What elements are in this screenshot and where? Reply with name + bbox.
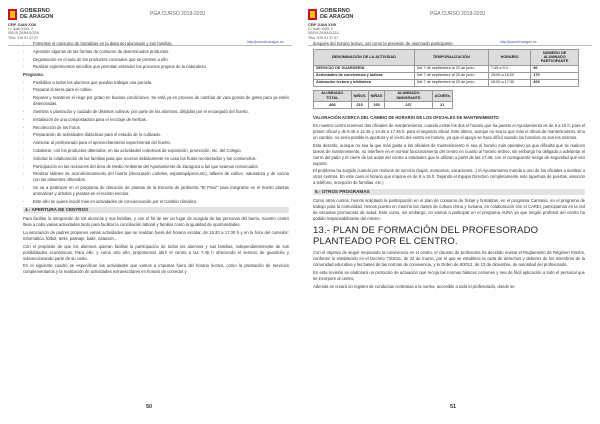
section-heading: 5.- OTROS PROGRAMAS (313, 189, 585, 195)
page-number: 51 (450, 404, 457, 410)
list-item: - Posibilitar a todos los alumnos que puedan trabajar una parcela. (23, 80, 289, 86)
left-content (23, 41, 289, 277)
list-item: - Realizar experimentos sencillos que permitan entender los procesos propios de la naturaleza. (23, 64, 289, 70)
table-row (314, 65, 579, 72)
list-item: - Colaborar, con los productos obtenidos, en las actividades colectivas de exposición, promoción, etc. del Colegio. (23, 148, 289, 154)
table-row (314, 79, 579, 86)
table-cell: 408 (314, 102, 352, 109)
column-header: NÚMERO DE ALUMNADO PARTICIPANTE (531, 49, 579, 65)
list-item: - Preparación de actividades didácticas para el estudio de lo cultivado. (23, 132, 289, 138)
school-name: CEIP JUAN XXIII (8, 23, 36, 27)
paragraph: Para facilitar la integración de los alumnos y sus familias, y con el fin de ser un lugar de acogida de las personas del barrio, nuestro centro lleva a cabo varias actividades tanto para facilitar la conciliación laboral y familiar como la igualdad de oportunidades. (23, 216, 289, 228)
table-cell: Del 7 de septiembre al 20 de junio (414, 72, 488, 79)
table-cell: 237 (385, 102, 432, 109)
paragraph: En nuestro centro tenemos dos oficiales de mantenimiento, cuando existe los dos el horario que ha puesto el Ayuntamiento es de 8 a 15 h. para el primer oficial y de 8.45 a 12.45 y 14.45 a 17.45 h. para el segundo oficial. Este último, aunque no sea la que más el oficial de mantenimiento, sino un cambio, no sería posible la apertura y el cierre del centro en horario, ya que el apoyo se hace difícil cuando los horarios no son los mismos. (313, 122, 585, 140)
paragraph: En esta revisión se elaborará un protocolo de actuación que recoja las normas básicas comunes y sea de fácil aplicación a todo el personal que se incorpore al centro. (313, 270, 585, 282)
activities-table (313, 49, 579, 87)
column-header: TEMPORALIZACIÓN (414, 49, 488, 65)
right-content (313, 41, 585, 292)
table-header-row (314, 49, 579, 65)
school-name: CEIP JUAN XXIII (308, 23, 336, 27)
column-header: ALUMNADO INMIGRANTE (385, 90, 432, 101)
course-label: PGA CURSO 2019-2020 (430, 11, 486, 17)
page-right (300, 0, 600, 424)
table-cell: Animación lectora y biblioteca (314, 79, 415, 86)
aragon-crest-icon (308, 9, 317, 20)
table-cell: Del 7 de septiembre al 20 de junio (414, 65, 488, 72)
column-header: ACNEEs (432, 90, 452, 101)
column-header: ALUMNADO TOTAL (314, 90, 352, 101)
list-item: - Instalación de una compostadora para el reciclaje de hierbas. (23, 117, 289, 123)
paragraph: Como otros cursos, hemos solicitado la participación en el plan de consumo de frutas y hortalizas, en el programa Cantania, en el programa de trabajo para la comunidad, hemos puesto en marcha las clases de cultura china y rumana, en colaboración con el CAREI, participamos en la red de escuelas promotoras de salud. Este curso, sin embargo, no vamos a participar en el programa AUNA ya que ningún profesor del centro ha podido responsabilizarse del mismo. (313, 198, 585, 222)
table-cell: 15:00 a 16:00 (488, 72, 530, 79)
table-cell: 193 (368, 102, 385, 109)
list-item: - Asesorar al profesorado para el aprovechamiento experimental del huerto. (23, 140, 289, 146)
aragon-logo: GOBIERNO DE ARAGON (308, 8, 368, 22)
paragraph: Esta descrito, aunque no sea la que más gusta a los oficiales de mantenimiento ni sea el horario más operativo ya que dificulta que se realicen tareas de mantenimiento, no interfiere en el normal funcionamiento del centro en cuanto al horario lectivo, sin embargo ha obligado a adelantar el cierre del patio y el cierre de las aulas del centro a entidades que lo utilizan a partir de las 17:45; con el consiguiente riesgo de seguridad que eso supone. (313, 142, 585, 166)
column-header: NIÑAS (368, 90, 385, 101)
valuation-heading: VALORACIÓN ACERCA DEL CAMBIO DE HORARIO DE LOS OFICIALES DE MANTENIMIENTO (313, 115, 499, 121)
school-url-link[interactable]: http://juanxxiii.aragon.es (247, 40, 284, 44)
paragraph: después del horario lectivo, así como la previsión de alumnado participante. (313, 41, 454, 46)
column-header: NIÑOS (351, 90, 368, 101)
table-row (314, 72, 579, 79)
chapter-heading: 13.- PLAN DE FORMACIÓN DEL PROFESORADO PLANTEADO POR EL CENTRO. (313, 225, 539, 247)
list-item: - Degustación en el aula de los productos cocinados que se presten a ello. (23, 57, 289, 63)
course-label: PGA CURSO 2019-2020 (150, 11, 206, 17)
address-line: C/ Juan XXIII, 2 (8, 27, 34, 32)
table-cell: 56 (531, 65, 579, 72)
paragraph: Con el objetivo de seguir mejorando la convivencia en el centro, el claustro de profesores ha decidido revisar el Reglamento de Régimen Interior, conforme lo establecido en el Decreto 73/2011, de 22 de marzo, por el que se establece la carta de derechos y deberes de los miembros de la comunidad educativa y las bases de las normas de convivencia, y la Orden de 8/2012, de 13 de diciembre, de autoridad del profesorado. (313, 250, 585, 268)
paragraph: El problema ha surgido cuando por motivos de servicio (bajas, moscosos, vacaciones...) el Ayuntamiento manda a uno de los oficiales a sustituir a otros centros. En este caso el horario que impone es de 8 a 15 h. Dejando el Equipo Directivo completamente solo (apertura de puertas, atención a teléfono, recepción de familias, etc.) (313, 168, 585, 186)
table-cell: 21 (432, 102, 452, 109)
aragon-crest-icon (8, 9, 17, 20)
table-cell: 16:00 a 17:30 (488, 79, 530, 86)
school-address (8, 23, 39, 40)
list-item: - Realizar talleres de acondicionamiento del huerto (decoración carteles, espantapájaros,etc), talleres de cultivo, naturaleza y de cocina con los alimentos obtenidos. (23, 171, 289, 183)
page-header (0, 8, 300, 42)
list-item: - Este año se quiere incidir más en actividades de concienciación por el Cambio climático. (23, 199, 289, 205)
address-line: 50019 ZARAGOZA (8, 31, 39, 36)
aragon-logo: GOBIERNO DE ARAGON (8, 8, 68, 22)
table-row (314, 102, 453, 109)
table-cell: SERVICIO DE GUARDERÍA (314, 65, 415, 72)
address-line: Tfno: 976 51 37 07 (8, 35, 39, 40)
column-header: DENOMINACIÓN DE LA ACTIVIDAD (314, 49, 415, 65)
page-number: 50 (146, 404, 153, 410)
table-cell: 405 (531, 79, 579, 86)
student-count-table (313, 90, 453, 109)
paragraph: Además se creará un registro de conductas contrarias a la norma, accesible a todo el profesorado, donde se (313, 284, 515, 289)
address-line: C/ Juan XXIII, 2 (308, 27, 334, 32)
page-header (300, 8, 600, 42)
table-cell: Del 7 de septiembre al 20 de junio (414, 79, 488, 86)
list-item: - Aprender algunas de las formas de consumo de determinados productos. (23, 49, 289, 55)
table-cell: 170 (531, 72, 579, 79)
column-header: HORARIO (488, 49, 530, 65)
paragraph: Con el propósito de que los alumnos quieran facilitar la participación de todos los alumnos y sus familias, independientemente de sus posibilidades económicas. Para ello, y como otro año, proponemos abrir el centro a las 7.45 h ofreciendo el servicio de guardería y subvencionando parte de su coste. (23, 243, 289, 261)
paragraph: La asociación de padres proponen varias actividades que se realizan fuera del horario escolar, de 16.30 a 17.30 h y en la hora del comedor: Informática, fútbol, tenis, patinaje, baile, natación... (23, 229, 289, 241)
list-item: - Reparar y mantener el riego por goteo en buenas condiciones. Se está ya en proceso de cambiar de vara gomas de goteo para ya estén deterioradas. (23, 95, 289, 107)
table-cell: Actividades de convivencia y lúdicas (314, 72, 415, 79)
section-heading: 4.- APERTURA DE CENTROS (23, 207, 289, 213)
list-item: - Recolección de los frutos. (23, 125, 289, 131)
list-item: - Fomentar el consumo de hortalizas en la dieta del alumnado y sus familias. (23, 41, 289, 47)
table-cell: 7:45 a 9 h. (488, 65, 530, 72)
list-item: - Se va a participar en el programa de donación de plantas de la Escuela de jardinería "El Pinar" para integrarse en el huerto plantas aromáticas y árboles y plantas en el recinto escolar. (23, 185, 289, 197)
address-line: 50019 ZARAGOZA (308, 31, 339, 36)
school-address (308, 23, 339, 40)
address-line: Tfno: 976 51 37 07 (308, 35, 339, 40)
list-item: - Solicitar la colaboración de las familias para que ocurran debidamente en casa los frutos recolectados y los consumirlos. (23, 156, 289, 162)
programa-label: Programa: (23, 72, 44, 78)
table-cell: 215 (351, 102, 368, 109)
paragraph: En el siguiente cuadro se especifican las actividades que vamos a impulsar fuera del horario lectivo, como la prestación de servicios complementarios y la realización de actividades extraescolares en horario de comedor y (23, 263, 289, 275)
list-item: - Siembra o plantación y cuidado de distintos cultivos, por parte de los alumnos, dirigidos por el encargado del huerto. (23, 109, 289, 115)
school-url-link[interactable]: http://juanxxiii.aragon.es (500, 40, 537, 44)
list-item: - Participación en las reuniones del área de Medio Ambiente del Ayuntamiento de Zaragoza a las que seamos convocados. (23, 164, 289, 170)
list-item: - Preparar la tierra para el cultivo. (23, 87, 289, 93)
table-header-row (314, 90, 453, 101)
